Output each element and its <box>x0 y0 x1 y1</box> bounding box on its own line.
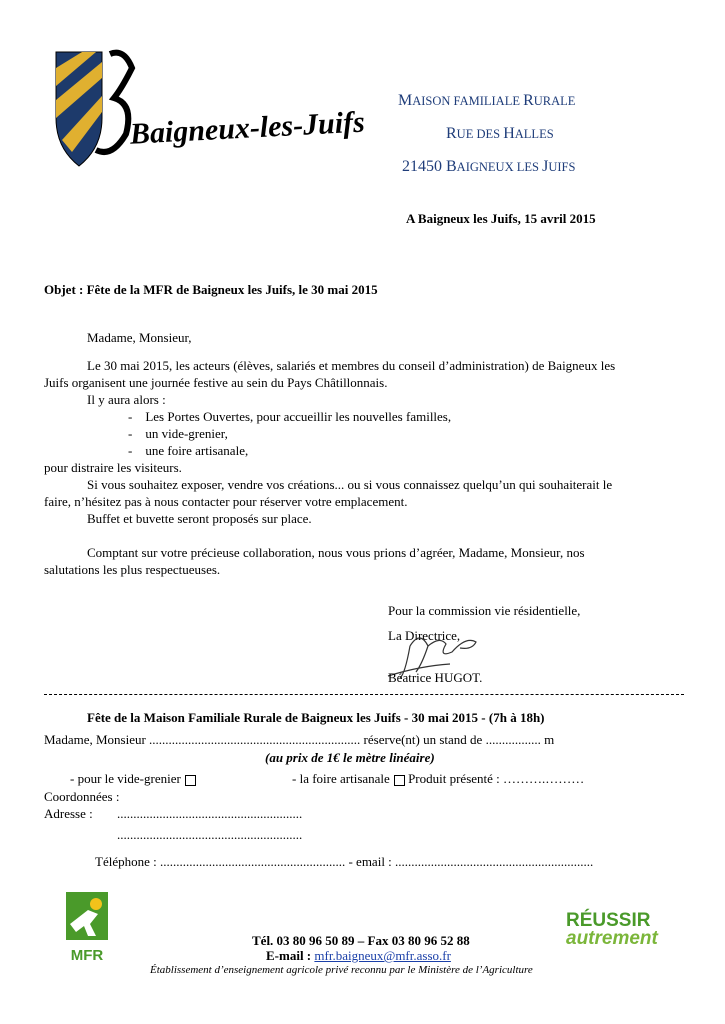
body-p4-line2: faire, n’hésitez pas à nous contacter pour réserver votre emplacement. <box>44 494 408 509</box>
autrement-text: autrement <box>566 928 658 949</box>
body-p1-line2: Juifs organisent une journée festive au sein du Pays Châtillonnais. <box>44 375 388 390</box>
body-p6-line2: salutations les plus respectueuses. <box>44 562 221 577</box>
list-item: - une foire artisanale, <box>128 443 249 458</box>
list-item: - Les Portes Ouvertes, pour accueillir les nouvelles familles, <box>128 409 452 424</box>
phone-email-line[interactable]: Téléphone : ......................................................... - email : ............................................................. <box>95 854 594 869</box>
logo-lettering: Baigneux-les-Juifs <box>129 105 366 151</box>
form-reservation-line: Madame, Monsieur ................................................................. réserve(nt) un stand de ................. m <box>44 732 555 747</box>
body-p2: Il y aura alors : <box>87 392 166 407</box>
reussir-autrement-logo <box>566 912 658 948</box>
footer-note: Établissement d’enseignement agricole privé reconnu par le Ministère de l’Agriculture <box>150 964 533 976</box>
header-line-3: 21450 BAIGNEUX LES JUIFS <box>402 158 576 175</box>
date-line: A Baigneux les Juifs, 15 avril 2015 <box>406 211 596 226</box>
form-title: Fête de la Maison Familiale Rurale de Baigneux les Juifs - 30 mai 2015 - (7h à 18h) <box>87 710 545 725</box>
header-line-1: MAISON FAMILIALE RURALE <box>398 92 576 109</box>
reussir-text: RÉUSSIR <box>566 910 651 931</box>
baigneux-les-juifs-logo <box>52 48 366 173</box>
signature-line1: Pour la commission vie résidentielle, <box>388 603 581 618</box>
checkbox-vide-grenier[interactable] <box>185 775 196 786</box>
subject-line: Objet : Fête de la MFR de Baigneux les Juifs, le 30 mai 2015 <box>44 282 378 297</box>
salutation: Madame, Monsieur, <box>87 330 192 345</box>
signature-name: Béatrice HUGOT. <box>388 670 483 685</box>
body-p5: Buffet et buvette seront proposés sur place. <box>87 511 312 526</box>
coordinates-label: Coordonnées : <box>44 789 120 804</box>
mfr-logo-text: MFR <box>70 947 104 964</box>
option-foire-artisanale[interactable]: - la foire artisanale Produit présenté : ……….……… <box>292 771 585 786</box>
cut-line <box>44 694 684 695</box>
body-p1-line1: Le 30 mai 2015, les acteurs (élèves, salariés et membres du conseil d’administration) de Baigneux les <box>87 358 616 373</box>
mfr-logo <box>58 890 116 968</box>
footer-email-line: E-mail : mfr.baigneux@mfr.asso.fr <box>266 948 451 963</box>
signature-line2: La Directrice, <box>388 628 461 643</box>
address-field-2[interactable]: ......................................................... <box>117 827 303 842</box>
form-price: (au prix de 1€ le mètre linéaire) <box>265 750 435 765</box>
product-field[interactable]: Produit présenté : ……….……… <box>408 771 585 786</box>
footer-tel: Tél. 03 80 96 50 89 – Fax 03 80 96 52 88 <box>252 933 470 948</box>
body-p4-line1: Si vous souhaitez exposer, vendre vos créations... ou si vous connaissez quelqu’un qui souhaiterait le <box>87 477 613 492</box>
header-line-2: RUE DES HALLES <box>446 125 554 142</box>
footer-email-link[interactable]: mfr.baigneux@mfr.asso.fr <box>314 948 451 963</box>
address-label: Adresse : <box>44 806 93 821</box>
address-field-1[interactable]: ......................................................... <box>117 806 303 821</box>
body-p6-line1: Comptant sur votre précieuse collaboration, nous vous prions d’agréer, Madame, Monsieur, nos <box>87 545 585 560</box>
body-p3: pour distraire les visiteurs. <box>44 460 182 475</box>
option-vide-grenier[interactable]: - pour le vide-grenier <box>70 771 196 787</box>
checkbox-foire-artisanale[interactable] <box>394 775 405 786</box>
list-item: - un vide-grenier, <box>128 426 228 441</box>
